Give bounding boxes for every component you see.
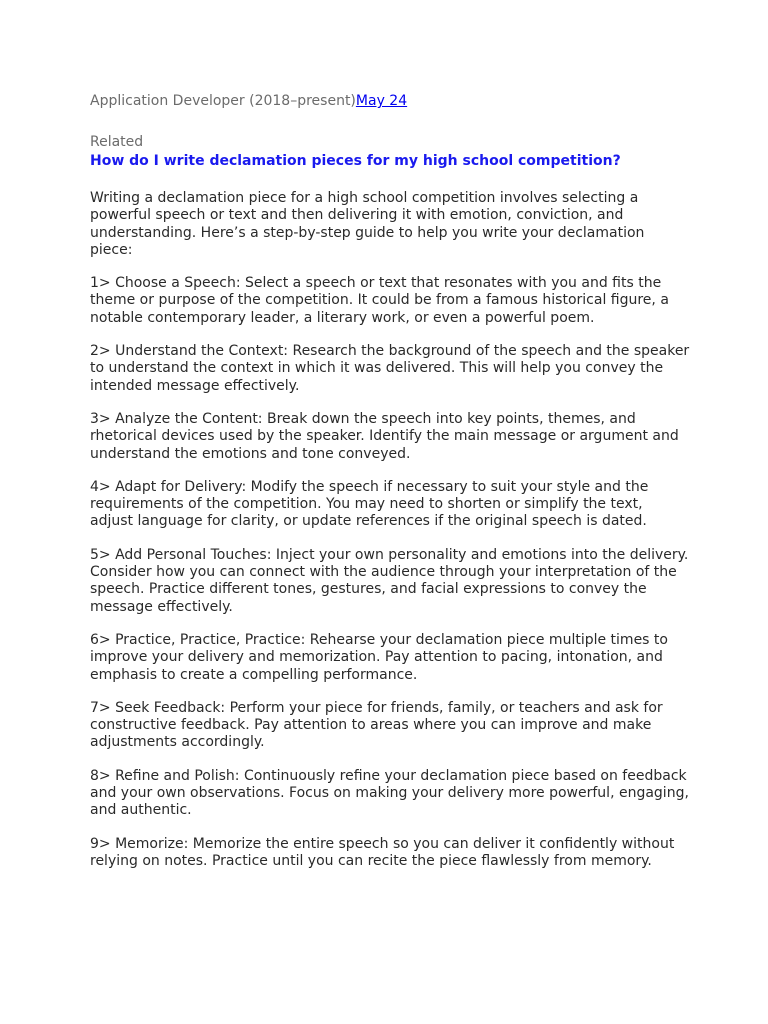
author-credential-line (90, 92, 690, 110)
answer-step-3: 3> Analyze the Content: Break down the speech into key points, themes, and rhetorical devices used by the speaker. Identify the main message or argument and understand the emotions and tone conveyed. (90, 410, 679, 462)
answer-step-5: 5> Add Personal Touches: Inject your own personality and emotions into the delivery. Consider how you can connect with the audience through your interpretation of the speech. Practice different tones, gestures, and facial expressions to convey the message effectively. (90, 546, 689, 615)
answer-step-8: 8> Refine and Polish: Continuously refine your declamation piece based on feedback and your own observations. Focus on making your delivery more powerful, engaging, and authentic. (90, 767, 689, 819)
answer-step-4: 4> Adapt for Delivery: Modify the speech if necessary to suit your style and the requirements of the competition. You may need to shorten or simplify the text, adjust language for clarity, or update references if the original speech is dated. (90, 478, 649, 530)
answer-intro: Writing a declamation piece for a high school competition involves selecting a powerful speech or text and then delivering it with emotion, conviction, and understanding. Here’s a step-by-step guide to help you write your declamation piece: (90, 190, 645, 258)
author-credential: Application Developer (2018–present) (90, 93, 356, 109)
answer-step-9: 9> Memorize: Memorize the entire speech so you can deliver it confidently without relying on notes. Practice until you can recite the piece flawlessly from memory. (90, 835, 675, 869)
answer-step-7: 7> Seek Feedback: Perform your piece for friends, family, or teachers and ask for constructive feedback. Pay attention to areas where you can improve and make adjustments accordingly. (90, 699, 663, 751)
answer-date-link[interactable]: May 24 (355, 93, 408, 109)
related-label: Related (90, 134, 144, 150)
answer-step-2: 2> Understand the Context: Research the background of the speech and the speaker to understand the context in which it was delivered. This will help you convey the intended message effectively. (90, 343, 690, 394)
answer-step-1: 1> Choose a Speech: Select a speech or text that resonates with you and fits the theme or purpose of the competition. It could be from a famous historical figure, a notable contemporary leader, a literary work, or even a powerful poem. (90, 275, 669, 326)
related-question-link[interactable]: How do I write declamation pieces for my high school competition? (90, 153, 621, 169)
answer-body (90, 190, 690, 870)
answer-step-6: 6> Practice, Practice, Practice: Rehearse your declamation piece multiple times to improve your delivery and memorization. Pay attention to pacing, intonation, and emphasis to create a compelling performance. (90, 631, 668, 683)
answer-page (90, 92, 690, 886)
